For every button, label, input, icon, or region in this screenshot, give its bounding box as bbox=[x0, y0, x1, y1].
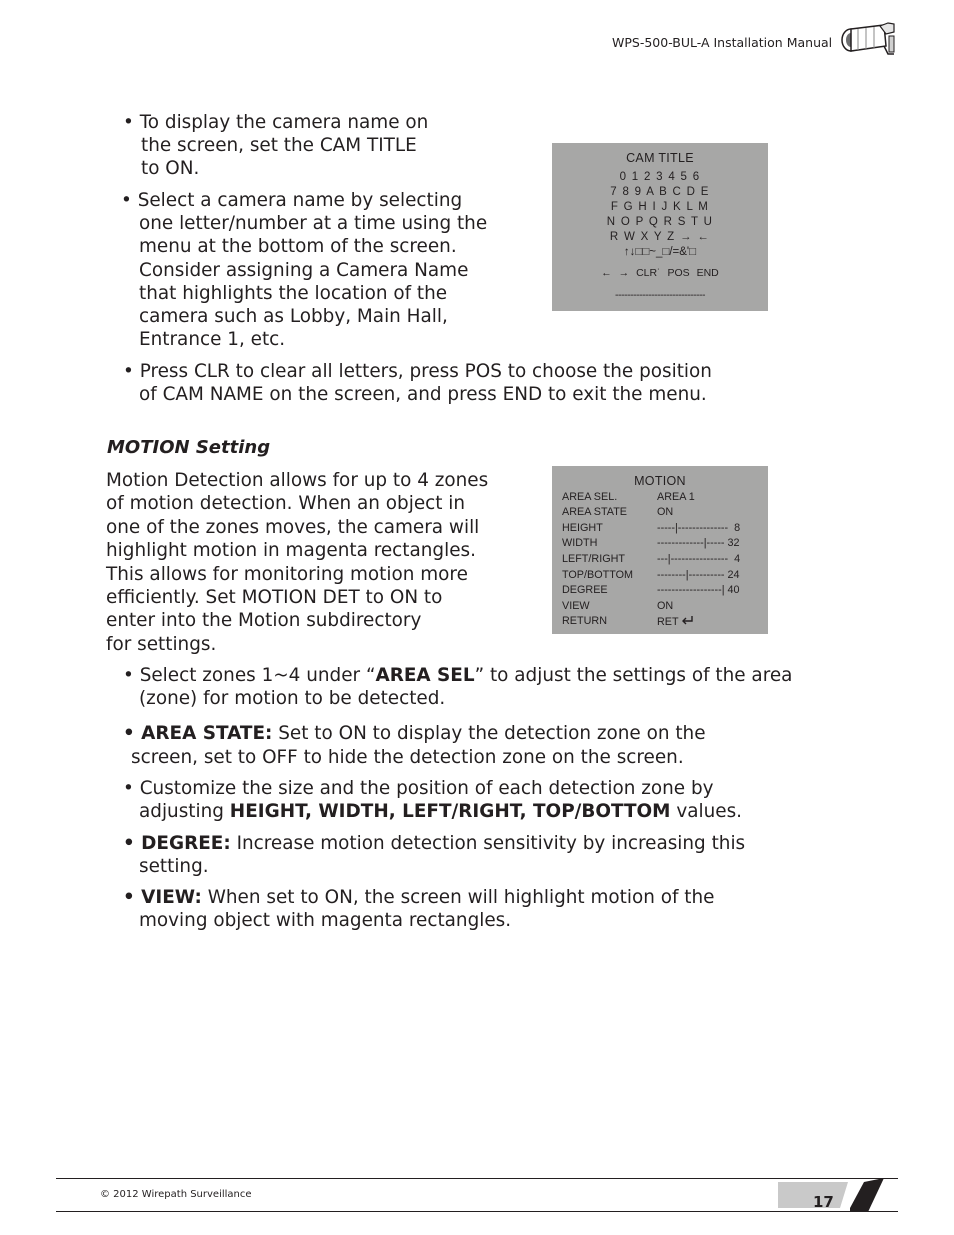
osd-char-row: R W X Y Z → ← bbox=[609, 231, 711, 243]
motion-section-heading: MOTION Setting bbox=[107, 437, 271, 458]
motion-paragraph-line: highlight motion in magenta rectangles. bbox=[106, 540, 476, 561]
motion-paragraph-line: of motion detection. When an object in bbox=[106, 493, 466, 514]
cam-title-bullet-2-line-1: • Select a camera name by selecting bbox=[121, 190, 463, 211]
osd-menu-row-area-sel bbox=[562, 491, 762, 507]
cam-title-bullet-2-line-6: camera such as Lobby, Main Hall, bbox=[139, 306, 448, 327]
cam-title-bullet-2-line-7: Entrance 1, etc. bbox=[139, 329, 286, 350]
cam-title-bullet-2-line-3: menu at the bottom of the screen. bbox=[139, 236, 457, 257]
motion-paragraph-line: This allows for monitoring motion more bbox=[106, 564, 468, 585]
term-view: • VIEW: bbox=[123, 887, 202, 908]
motion-bullet-area-sel-line-2: (zone) for motion to be detected. bbox=[139, 688, 446, 709]
osd-motion-title: MOTION bbox=[634, 474, 686, 488]
osd-char-row: ↑↓□□~_□/=&'□ bbox=[623, 246, 697, 258]
cam-title-bullet-1-line-2: the screen, set the CAM TITLE bbox=[141, 135, 417, 156]
footer-bottom-rule bbox=[56, 1211, 898, 1212]
text-run: adjusting bbox=[139, 801, 230, 822]
cam-title-osd-screen bbox=[552, 143, 768, 311]
motion-bullet-size-line-2 bbox=[139, 800, 742, 823]
term-area-sel: AREA SEL bbox=[375, 665, 475, 686]
motion-bullet-degree-line-2: setting. bbox=[139, 856, 209, 877]
osd-row-label: WIDTH bbox=[562, 537, 598, 549]
cam-title-bullet-1-line-1: • To display the camera name on bbox=[123, 112, 429, 133]
osd-row-value: ON bbox=[657, 506, 674, 518]
osd-row-value: AREA 1 bbox=[657, 491, 695, 503]
osd-row-label: AREA SEL. bbox=[562, 491, 618, 503]
osd-cam-title: CAM TITLE bbox=[626, 151, 694, 165]
osd-row-value: -------------|----- 32 bbox=[657, 537, 740, 549]
osd-row-value: ON bbox=[657, 600, 674, 612]
osd-char-row: 7 8 9 A B C D E bbox=[610, 186, 710, 198]
term-area-state: • AREA STATE: bbox=[123, 723, 273, 744]
motion-paragraph-line: enter into the Motion subdirectory bbox=[106, 610, 422, 631]
cam-title-bullet-2-line-4: Consider assigning a Camera Name bbox=[139, 260, 469, 281]
text-run: When set to ON, the screen will highlight motion of the bbox=[201, 887, 715, 908]
term-degree: • DEGREE: bbox=[123, 833, 231, 854]
osd-row-value: -----|-------------- 8 bbox=[657, 522, 741, 534]
cam-title-bullet-2-line-5: that highlights the location of the bbox=[139, 283, 448, 304]
motion-bullet-size-line-1: • Customize the size and the position of each detection zone by bbox=[123, 778, 714, 799]
motion-osd-screen bbox=[552, 466, 768, 634]
manual-title: WPS-500-BUL-A Installation Manual bbox=[612, 35, 833, 50]
copyright-notice: © 2012 Wirepath Surveillance bbox=[100, 1189, 252, 1200]
enter-arrow-icon bbox=[681, 615, 695, 626]
osd-return-label: RET bbox=[657, 616, 679, 628]
osd-row-label: RETURN bbox=[562, 615, 607, 627]
osd-menu-row-area-state bbox=[562, 506, 762, 522]
motion-bullet-view-line-1 bbox=[123, 886, 714, 909]
motion-paragraph-line: for settings. bbox=[106, 634, 217, 655]
page-tab-graphic bbox=[778, 1178, 898, 1212]
motion-bullet-area-state-line-1 bbox=[123, 722, 706, 745]
osd-menu-row-width bbox=[562, 537, 762, 553]
osd-menu-row-view bbox=[562, 600, 762, 616]
motion-bullet-area-state-line-2: screen, set to OFF to hide the detection zone on the screen. bbox=[131, 747, 684, 768]
osd-row-label: DEGREE bbox=[562, 584, 608, 596]
cam-title-bullet-3-line-2: of CAM NAME on the screen, and press END to exit the menu. bbox=[139, 384, 707, 405]
cam-title-bullet-1-line-3: to ON. bbox=[141, 158, 200, 179]
osd-row-label: TOP/BOTTOM bbox=[562, 569, 633, 581]
text-run: Set to ON to display the detection zone on the bbox=[272, 723, 706, 744]
osd-row-label: AREA STATE bbox=[562, 506, 627, 518]
term-size-settings: HEIGHT, WIDTH, LEFT/RIGHT, TOP/BOTTOM bbox=[229, 801, 671, 822]
cam-title-bullet-2-line-2: one letter/number at a time using the bbox=[139, 213, 488, 234]
osd-menu-row-left-right bbox=[562, 553, 762, 569]
osd-row-value: ------------------| 40 bbox=[657, 584, 740, 596]
osd-char-row: 0 1 2 3 4 5 6 bbox=[619, 171, 701, 183]
footer-top-rule bbox=[56, 1178, 898, 1179]
osd-char-row: N O P Q R S T U bbox=[606, 216, 714, 228]
motion-bullet-degree-line-1 bbox=[123, 832, 745, 855]
osd-row-label: VIEW bbox=[562, 600, 590, 612]
osd-menu-row-degree bbox=[562, 584, 762, 600]
motion-paragraph-line: Motion Detection allows for up to 4 zones bbox=[106, 470, 489, 491]
page-number: 17 bbox=[813, 1193, 834, 1211]
motion-paragraph-line: efficiently. Set MOTION DET to ON to bbox=[106, 587, 443, 608]
text-run: ” to adjust the settings of the area bbox=[474, 665, 793, 686]
security-camera-icon bbox=[836, 20, 896, 58]
osd-name-placeholder: ------------------------------ bbox=[615, 289, 705, 301]
osd-controls-row: ← → CLR˙ POS END bbox=[601, 267, 719, 279]
text-run: Increase motion detection sensitivity by increasing this bbox=[230, 833, 746, 854]
osd-row-value: --------|---------- 24 bbox=[657, 569, 740, 581]
text-run: • Select zones 1~4 under “ bbox=[123, 665, 376, 686]
osd-menu-row-height bbox=[562, 522, 762, 538]
text-run: values. bbox=[670, 801, 743, 822]
osd-menu-row-return bbox=[562, 615, 762, 631]
motion-paragraph-line: one of the zones moves, the camera will bbox=[106, 517, 480, 538]
osd-row-label: LEFT/RIGHT bbox=[562, 553, 625, 565]
osd-char-row: F G H I J K L M bbox=[610, 201, 710, 213]
motion-bullet-view-line-2: moving object with magenta rectangles. bbox=[139, 910, 512, 931]
osd-menu-row-top-bottom bbox=[562, 569, 762, 585]
osd-row-value: ---|---------------- 4 bbox=[657, 553, 741, 565]
osd-row-label: HEIGHT bbox=[562, 522, 603, 534]
osd-row-value-return bbox=[657, 615, 695, 628]
motion-bullet-area-sel-line-1 bbox=[123, 664, 792, 687]
cam-title-bullet-3-line-1: • Press CLR to clear all letters, press POS to choose the position bbox=[123, 361, 712, 382]
